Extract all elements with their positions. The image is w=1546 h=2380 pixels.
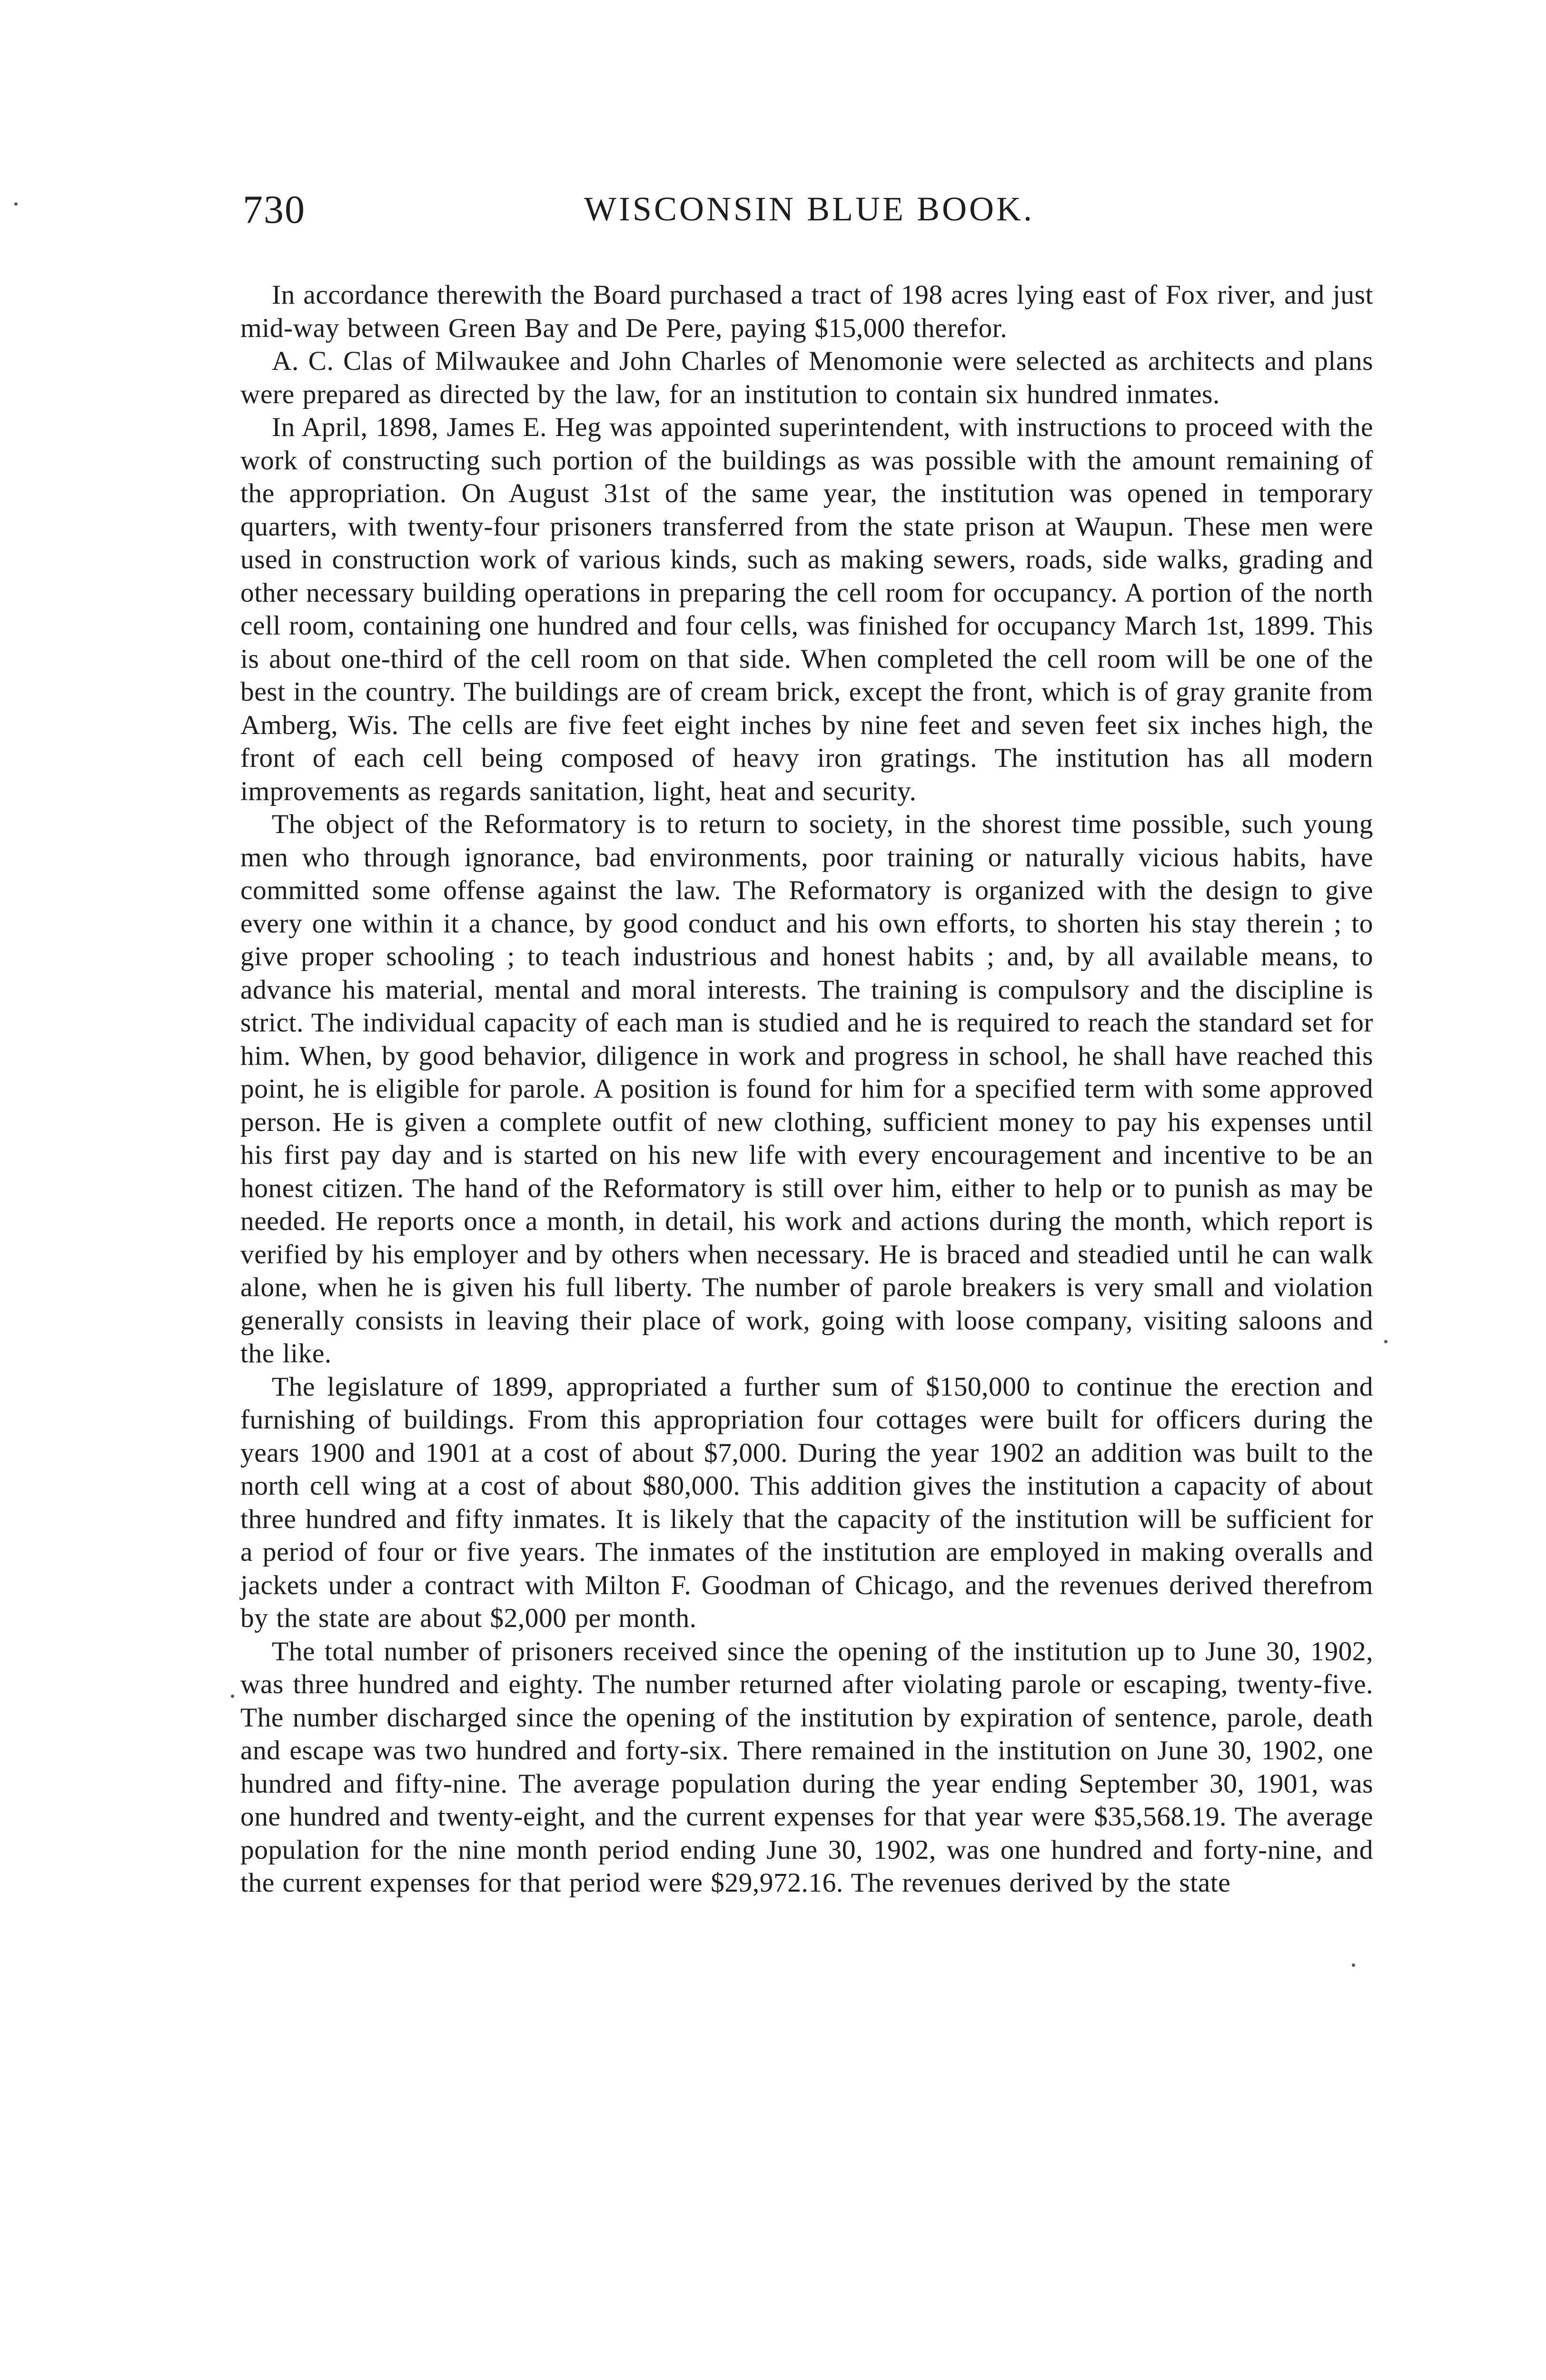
- paragraph-prisoner-statistics: The total number of prisoners received since the opening of the institution up to June 30, 1902, was three hundred and eighty. The number returned after violating parole or escaping, twenty-five. The number discharged since the opening of the institution by expiration of sentence, parole, death and escape was two hundred and forty-six. There remained in the institution on June 30, 1902, one hundred and fifty-nine. The average population during the year ending September 30, 1901, was one hundred and twenty-eight, and the current expenses for that year were $35,568.19. The average population for the nine month period ending June 30, 1902, was one hundred and forty-nine, and the current expenses for that period were $29,972.16. The revenues derived by the state: [240, 1636, 1373, 1898]
- page-number: 730: [243, 188, 306, 232]
- running-title: WISCONSIN BLUE BOOK.: [584, 190, 1034, 228]
- paragraph-land-purchase: In accordance therewith the Board purchased a tract of 198 acres lying east of Fox river, and just mid-way between Green Bay and De Pere, paying $15,000 therefor.: [240, 280, 1373, 343]
- body-text: [240, 278, 1373, 1900]
- paragraph-construction: In April, 1898, James E. Heg was appointed superintendent, with instructions to proceed with the work of constructing such portion of the buildings as was possible with the amount remaining of the appropriation. On August 31st of the same year, the institution was opened in temporary quarters, with twenty-four prisoners transferred from the state prison at Waupun. These men were used in construction work of various kinds, such as making sewers, roads, side walks, grading and other necessary building operations in preparing the cell room for occupancy. A portion of the north cell room, containing one hundred and four cells, was finished for occupancy March 1st, 1899. This is about one-third of the cell room on that side. When completed the cell room will be one of the best in the country. The buildings are of cream brick, except the front, which is of gray granite from Amberg, Wis. The cells are five feet eight inches by nine feet and seven feet six inches high, the front of each cell being composed of heavy iron gratings. The institution has all modern improvements as regards sanitation, light, heat and security.: [240, 412, 1373, 806]
- paragraph-appropriation: The legislature of 1899, appropriated a further sum of $150,000 to continue the erection and furnishing of buildings. From this appropriation four cottages were built for officers during the years 1900 and 1901 at a cost of about $7,000. During the year 1902 an addition was built to the north cell wing at a cost of about $80,000. This addition gives the institution a capacity of about three hundred and fifty inmates. It is likely that the capacity of the institution will be sufficient for a period of four or five years. The inmates of the institution are employed in making overalls and jackets under a contract with Milton F. Goodman of Chicago, and the revenues derived therefrom by the state are about $2,000 per month.: [240, 1371, 1373, 1633]
- margin-speck: [1384, 1340, 1387, 1343]
- page-header: [243, 187, 1376, 239]
- paragraph-architects: A. C. Clas of Milwaukee and John Charles of Menomonie were selected as architects and plans were prepared as directed by the law, for an institution to contain six hundred inmates.: [240, 346, 1373, 409]
- paragraph-reformatory-object: The object of the Reformatory is to return to society, in the shorest time possible, such young men who through ignorance, bad environments, poor training or naturally vicious habits, have committed some offense against the law. The Reformatory is organized with the design to give every one within it a chance, by good conduct and his own efforts, to shorten his stay therein ; to give proper schooling ; to teach industrious and honest habits ; and, by all available means, to advance his material, mental and moral interests. The training is compulsory and the discipline is strict. The individual capacity of each man is studied and he is required to reach the standard set for him. When, by good behavior, diligence in work and progress in school, he shall have reached this point, he is eligible for parole. A position is found for him for a specified term with some approved person. He is given a complete outfit of new clothing, sufficient money to pay his expenses until his first pay day and is started on his new life with every encouragement and incentive to be an honest citizen. The hand of the Reformatory is still over him, either to help or to punish as may be needed. He reports once a month, in detail, his work and actions during the month, which report is verified by his employer and by others when necessary. He is braced and steadied until he can walk alone, when he is given his full liberty. The number of parole breakers is very small and violation generally consists in leaving their place of work, going with loose company, visiting saloons and the like.: [240, 809, 1373, 1368]
- margin-speck: [14, 202, 18, 206]
- margin-speck: [1352, 1964, 1355, 1967]
- margin-speck: [231, 1695, 234, 1698]
